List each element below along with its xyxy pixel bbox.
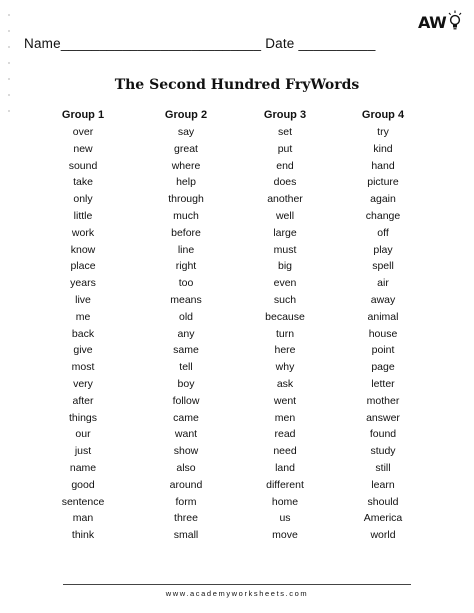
group-column-2 xyxy=(138,107,234,544)
name-date-line xyxy=(24,36,376,51)
word-item: sound xyxy=(68,159,98,172)
word-item: even xyxy=(273,277,297,290)
word-item: help xyxy=(176,176,196,189)
word-item: our xyxy=(75,428,91,441)
footer-divider xyxy=(63,584,411,585)
logo-text: AW xyxy=(418,13,447,32)
word-item: men xyxy=(274,411,296,424)
word-item: old xyxy=(178,310,193,323)
group-column-1 xyxy=(35,107,131,544)
word-item: try xyxy=(377,126,389,138)
word-item: animal xyxy=(367,310,399,323)
word-item: great xyxy=(174,142,198,155)
word-item: read xyxy=(274,428,296,441)
date-field[interactable]: __________ xyxy=(298,36,376,51)
word-item: most xyxy=(71,361,95,374)
word-item: means xyxy=(170,293,202,306)
word-item: America xyxy=(363,512,403,525)
word-item: found xyxy=(369,428,397,441)
word-item: us xyxy=(279,512,291,525)
name-label: Name xyxy=(24,36,61,51)
lightbulb-icon xyxy=(448,10,462,34)
group-heading: Group 4 xyxy=(361,109,405,121)
word-item: same xyxy=(173,344,199,357)
page-title: The Second Hundred FryWords xyxy=(114,77,360,93)
word-item: name xyxy=(69,461,97,474)
word-item: air xyxy=(377,277,389,290)
date-label: Date xyxy=(265,36,295,51)
word-item: around xyxy=(169,478,203,491)
word-item: good xyxy=(71,478,95,491)
word-item: too xyxy=(178,277,194,290)
word-item: house xyxy=(368,327,398,340)
word-item: another xyxy=(267,193,303,206)
word-item: because xyxy=(265,310,305,323)
word-item: any xyxy=(177,327,195,340)
word-item: page xyxy=(371,361,395,374)
word-item: kind xyxy=(373,142,393,155)
word-item: here xyxy=(274,344,296,357)
word-item: land xyxy=(275,461,295,474)
word-item: away xyxy=(370,293,396,306)
word-item: also xyxy=(176,461,196,474)
word-item: through xyxy=(168,193,204,206)
word-item: home xyxy=(271,495,299,508)
word-item: again xyxy=(370,193,396,206)
word-item: where xyxy=(171,159,201,172)
word-item: follow xyxy=(172,394,200,407)
word-item: little xyxy=(73,209,93,222)
word-item: went xyxy=(273,394,297,407)
word-item: well xyxy=(275,209,295,222)
word-item: just xyxy=(74,445,92,458)
word-item: turn xyxy=(275,327,295,340)
word-item: boy xyxy=(177,377,195,390)
word-item: sentence xyxy=(61,495,105,508)
brand-logo xyxy=(418,10,462,36)
word-item: want xyxy=(174,428,198,441)
word-item: line xyxy=(177,243,195,256)
word-item: things xyxy=(68,411,98,424)
word-item: back xyxy=(71,327,95,340)
word-item: why xyxy=(275,361,295,374)
group-column-3 xyxy=(237,107,333,544)
word-item: does xyxy=(273,176,297,189)
group-heading: Group 1 xyxy=(61,109,105,121)
word-item: end xyxy=(276,159,294,172)
margin-dots xyxy=(8,14,10,112)
word-item: take xyxy=(73,176,93,189)
word-item: say xyxy=(177,126,195,138)
word-item: me xyxy=(75,310,91,323)
word-item: give xyxy=(73,344,93,357)
word-item: still xyxy=(375,461,391,474)
word-item: off xyxy=(377,226,389,239)
group-heading: Group 3 xyxy=(263,109,307,121)
word-item: came xyxy=(173,411,199,424)
word-item: after xyxy=(72,394,94,407)
word-item: such xyxy=(273,293,297,306)
word-item: live xyxy=(75,293,91,306)
word-item: change xyxy=(365,209,401,222)
word-item: study xyxy=(370,445,396,458)
word-item: ask xyxy=(276,377,294,390)
word-item: over xyxy=(72,126,94,138)
word-item: set xyxy=(277,126,292,138)
word-item: put xyxy=(277,142,293,155)
word-item: small xyxy=(173,529,199,542)
word-item: need xyxy=(273,445,297,458)
word-item: man xyxy=(72,512,94,525)
word-item: big xyxy=(277,260,292,273)
word-item: large xyxy=(273,226,297,239)
word-item: must xyxy=(273,243,297,256)
word-item: three xyxy=(174,512,198,525)
word-item: much xyxy=(173,209,199,222)
word-item: world xyxy=(370,529,396,542)
word-item: work xyxy=(71,226,95,239)
group-column-4 xyxy=(335,107,431,544)
word-item: hand xyxy=(371,159,395,172)
word-item: play xyxy=(373,243,393,256)
word-item: new xyxy=(73,142,93,155)
word-item: answer xyxy=(366,411,400,424)
word-item: mother xyxy=(366,394,400,407)
word-item: before xyxy=(171,226,201,239)
word-item: move xyxy=(272,529,298,542)
word-item: form xyxy=(175,495,197,508)
word-item: tell xyxy=(179,361,193,374)
word-item: think xyxy=(71,529,95,542)
word-item: different xyxy=(266,478,304,491)
word-item: picture xyxy=(367,176,399,189)
footer-url: www.academyworksheets.com xyxy=(165,589,309,598)
group-heading: Group 2 xyxy=(164,109,208,121)
word-item: only xyxy=(73,193,93,206)
word-item: place xyxy=(70,260,96,273)
word-item: very xyxy=(73,377,93,390)
word-item: point xyxy=(371,344,395,357)
word-item: letter xyxy=(371,377,395,390)
word-item: spell xyxy=(372,260,394,273)
word-item: years xyxy=(70,277,96,290)
word-item: learn xyxy=(371,478,395,491)
word-item: right xyxy=(175,260,197,273)
name-field[interactable]: __________________________ xyxy=(60,36,262,51)
word-item: know xyxy=(70,243,96,256)
word-item: show xyxy=(173,445,199,458)
word-item: should xyxy=(367,495,399,508)
